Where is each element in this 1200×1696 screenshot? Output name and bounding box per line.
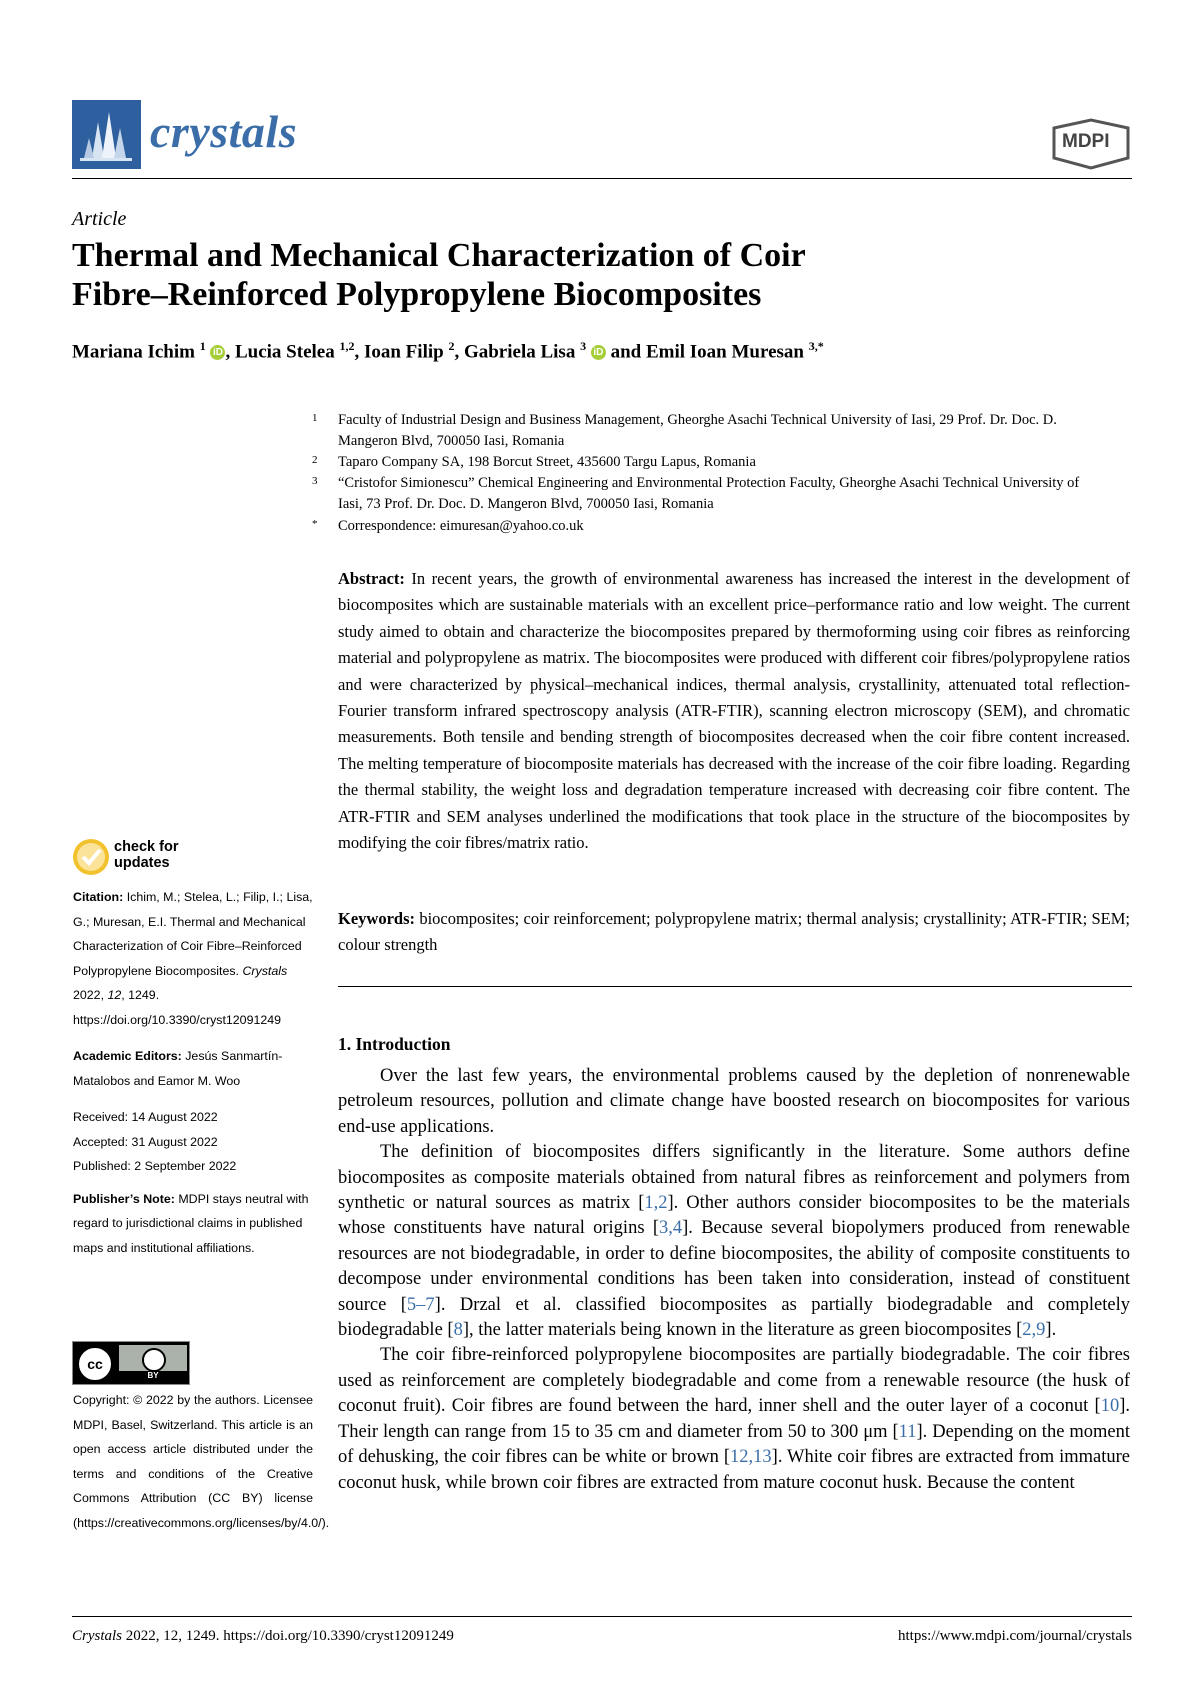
author-1[interactable]: Mariana Ichim	[72, 341, 195, 363]
citation-link[interactable]: 11	[898, 1421, 917, 1442]
copyright-notice: Copyright: © 2022 by the authors. Licensee MDPI, Basel, Switzerland. This article is an open access article distributed under the terms and conditions of the Creative Commons Attribution (CC BY) license (https://creativecommons.org/licenses/by/4.0/).	[73, 1393, 330, 1530]
keywords-text: biocomposites; coir reinforcement; polypropylene matrix; thermal analysis; crystallinity; ATR-FTIR; SEM; colour strength	[338, 909, 1130, 955]
affiliation: 1 Faculty of Industrial Design and Business Management, Gheorghe Asachi Technical University of Iasi, 29 Prof. Dr. Doc. D. Mangeron Blvd, 700050 Iasi, Romania	[312, 412, 1057, 449]
mdpi-logo-icon	[1048, 118, 1134, 170]
abstract	[338, 566, 1130, 856]
title-line-2: Fibre–Reinforced Polypropylene Biocomposites	[72, 276, 762, 313]
citation-link[interactable]: 1,2	[644, 1193, 668, 1214]
introduction-body	[338, 1064, 1130, 1496]
paragraph: The coir fibre-reinforced polypropylene biocomposites are partially biodegradable. The coir fibres used as reinforcement are completely biodegradable and come from a renewable resource (the husk of coconut fruit). Coir fibres are found between the hard, inner shell and the outer layer of a coconut [10]. Their length can range from 15 to 35 cm and diameter from 50 to 300 μm [11]. Depending on the moment of dehusking, the coir fibres can be white or brown [12,13]. White coir fibres are extracted from immature coconut husk, while brown coir fibres are extracted from mature coconut husk. Because the content	[338, 1345, 1130, 1493]
citation-link[interactable]: 8	[453, 1320, 463, 1341]
paragraph: The definition of biocomposites differs significantly in the literature. Some authors define biocomposites as composite materials obtained from natural fibres as reinforcement and polymers from synthetic or natural sources as matrix [1,2]. Other authors consider biocomposites to be the materials whose constituents have natural origins [3,4]. Because several biopolymers produced from renewable resources are not biodegradable, in order to define biocomposites, the ability of composite constituents to decompose under environmental conditions has been taken into consideration, instead of constituent source [5–7]. Drzal et al. classified biocomposites as partially biodegradable and completely biodegradable [8], the latter materials being known in the literature as green biocomposites [2,9].	[338, 1142, 1130, 1341]
citation-link[interactable]: 3,4	[658, 1218, 683, 1239]
citation-link[interactable]: 12,13	[730, 1447, 772, 1468]
citation: Citation: Ichim, M.; Stelea, L.; Filip, I.; Lisa, G.; Muresan, E.I. Thermal and Mechanical Characterization of Coir Fibre–Reinforced Polypropylene Biocomposites. Crystals 2022, 12, 1249. https://doi.org/10.3390/cryst12091249	[73, 890, 313, 1027]
orcid-icon[interactable]: iD	[210, 345, 225, 360]
dates: Received: 14 August 2022 Accepted: 31 August 2022 Published: 2 September 2022	[73, 1110, 237, 1173]
author-4[interactable]: , Gabriela Lisa	[454, 341, 576, 363]
author-5[interactable]: and Emil Ioan Muresan	[605, 341, 804, 363]
paragraph: Over the last few years, the environmental problems caused by the depletion of nonrenewable petroleum resources, pollution and climate change have boosted research on biocomposites for various end-use applications.	[338, 1066, 1130, 1137]
keywords-label: Keywords:	[338, 909, 415, 928]
citation-link[interactable]: 10	[1100, 1396, 1120, 1417]
keywords	[338, 906, 1130, 959]
journal-logo-icon	[72, 100, 141, 169]
author-2[interactable]: , Lucia Stelea	[225, 341, 335, 363]
affiliation: 3 “Cristofor Simionescu” Chemical Engineering and Environmental Protection Faculty, Gheorghe Asachi Technical University of Iasi, 73 Prof. Dr. Doc. D. Mangeron Blvd, 700050 Iasi, Romania	[312, 475, 1080, 512]
paper-title	[72, 236, 1072, 314]
citation-link[interactable]: 5–7	[406, 1294, 435, 1315]
citation-link[interactable]: 2,9	[1022, 1320, 1046, 1341]
check-for-updates-badge[interactable]: check for updates	[72, 838, 232, 878]
section-heading: 1. Introduction	[338, 1034, 451, 1054]
affiliation: 2 Taparo Company SA, 198 Borcut Street, 435600 Targu Lapus, Romania	[312, 454, 756, 470]
cc-by-license-icon[interactable]: cc BY	[72, 1341, 190, 1385]
title-line-1: Thermal and Mechanical Characterization of Coir	[72, 237, 806, 274]
sidebar-metadata	[73, 885, 313, 1272]
check-updates-icon	[72, 838, 110, 876]
orcid-icon[interactable]: iD	[591, 345, 606, 360]
author-3[interactable]: , Ioan Filip	[354, 341, 444, 363]
correspondence: * Correspondence: eimuresan@yahoo.co.uk	[312, 518, 584, 534]
abstract-label: Abstract:	[338, 569, 405, 588]
footer-journal-url[interactable]: https://www.mdpi.com/journal/crystals	[897, 1628, 1132, 1644]
publisher-name: MDPI	[1062, 131, 1110, 152]
academic-editors: Academic Editors: Jesús Sanmartín-Matalobos and Eamor M. Woo	[73, 1049, 283, 1088]
author-list: Mariana Ichim $^1$ iD , Lucia Stelea $^{1,2}$, Ioan Filip $^2$, Gabriela Lisa $^3$ iD and Emil Ioan Muresan $^{3,*}$	[72, 339, 824, 363]
journal-name: crystals	[150, 106, 298, 157]
abstract-text: In recent years, the growth of environmental awareness has increased the interest in the development of biocomposites which are sustainable materials with an excellent price–performance ratio and low weight. The current study aimed to obtain and characterize the biocomposites prepared by thermoforming using coir fibres as reinforcing material and polypropylene as matrix. The biocomposites were produced with different coir fibres/polypropylene ratios and were characterized by physical–mechanical indices, thermal analysis, crystallinity, attenuated total reflection-Fourier transform infrared spectroscopy analysis (ATR-FTIR), scanning electron microscopy (SEM), and chromatic measurements. Both tensile and bending strength of biocomposites decreased when the coir fibre content increased. The melting temperature of biocomposite materials has decreased with the increase of the coir fibre loading. Regarding the thermal stability, the weight loss and degradation temperature increased with decreasing coir fibre content. The ATR-FTIR and SEM analyses underlined the modifications that took place in the structure of the biocomposites by modifying the coir fibres/matrix ratio.	[338, 569, 1130, 853]
article-type: Article	[72, 208, 127, 230]
publisher-note: Publisher’s Note: MDPI stays neutral with regard to jurisdictional claims in published maps and institutional affiliations.	[73, 1191, 309, 1255]
footer-citation: Crystals 2022, 12, 1249. https://doi.org/10.3390/cryst12091249	[72, 1628, 454, 1644]
